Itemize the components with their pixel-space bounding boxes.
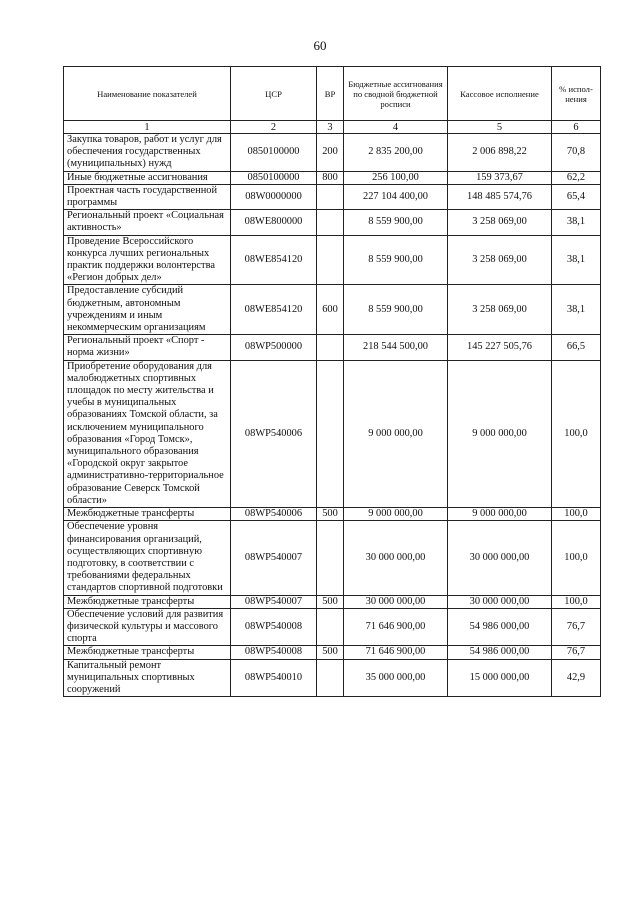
- row-cash-cell: 148 485 574,76: [448, 184, 552, 209]
- row-csr-cell: 08WP540007: [231, 521, 317, 595]
- row-budget-cell: 8 559 900,00: [344, 235, 448, 285]
- column-header-cash: Кассовое исполнение: [448, 67, 552, 121]
- row-budget-cell: 71 646 900,00: [344, 646, 448, 659]
- row-cash-cell: 54 986 000,00: [448, 608, 552, 646]
- row-csr-cell: 08WP540007: [231, 595, 317, 608]
- row-name-cell: Предоставление субсидий бюджетным, автономным учреждениям и иным некоммерческим организациям: [64, 285, 231, 335]
- row-budget-cell: 71 646 900,00: [344, 608, 448, 646]
- row-vr-cell: 500: [317, 595, 344, 608]
- column-number-row: [64, 121, 601, 134]
- row-name-cell: Межбюджетные трансферты: [64, 595, 231, 608]
- row-name-cell: Проектная часть государственной программы: [64, 184, 231, 209]
- row-csr-cell: 08WE854120: [231, 285, 317, 335]
- row-budget-cell: 9 000 000,00: [344, 360, 448, 507]
- row-percent-cell: 38,1: [552, 285, 601, 335]
- row-vr-cell: [317, 360, 344, 507]
- row-percent-cell: 66,5: [552, 335, 601, 360]
- column-number: 2: [231, 121, 317, 134]
- column-header-percent: % испол-нения: [552, 67, 601, 121]
- row-csr-cell: 08WE854120: [231, 235, 317, 285]
- row-vr-cell: [317, 521, 344, 595]
- table-row: [64, 134, 601, 172]
- row-name-cell: Закупка товаров, работ и услуг для обеспечения государственных (муниципальных) нужд: [64, 134, 231, 172]
- row-csr-cell: 08WP540006: [231, 360, 317, 507]
- row-name-cell: Региональный проект «Социальная активность»: [64, 210, 231, 235]
- table-row: [64, 210, 601, 235]
- table-row: [64, 285, 601, 335]
- row-cash-cell: 9 000 000,00: [448, 508, 552, 521]
- row-percent-cell: 65,4: [552, 184, 601, 209]
- row-cash-cell: 3 258 069,00: [448, 235, 552, 285]
- row-cash-cell: 15 000 000,00: [448, 659, 552, 697]
- row-name-cell: Проведение Всероссийского конкурса лучших региональных практик поддержки волонтерства «Регион добрых дел»: [64, 235, 231, 285]
- row-vr-cell: [317, 335, 344, 360]
- row-csr-cell: 08WP540006: [231, 508, 317, 521]
- row-percent-cell: 76,7: [552, 608, 601, 646]
- row-vr-cell: 500: [317, 646, 344, 659]
- row-cash-cell: 3 258 069,00: [448, 285, 552, 335]
- row-budget-cell: 218 544 500,00: [344, 335, 448, 360]
- row-budget-cell: 256 100,00: [344, 171, 448, 184]
- row-name-cell: Межбюджетные трансферты: [64, 646, 231, 659]
- row-csr-cell: 08W0000000: [231, 184, 317, 209]
- budget-execution-table: [63, 66, 601, 697]
- row-percent-cell: 70,8: [552, 134, 601, 172]
- row-cash-cell: 2 006 898,22: [448, 134, 552, 172]
- table-row: [64, 335, 601, 360]
- column-number: 5: [448, 121, 552, 134]
- row-name-cell: Межбюджетные трансферты: [64, 508, 231, 521]
- table-row: [64, 595, 601, 608]
- row-name-cell: Иные бюджетные ассигнования: [64, 171, 231, 184]
- row-cash-cell: 3 258 069,00: [448, 210, 552, 235]
- row-budget-cell: 2 835 200,00: [344, 134, 448, 172]
- row-cash-cell: 30 000 000,00: [448, 595, 552, 608]
- row-budget-cell: 8 559 900,00: [344, 210, 448, 235]
- row-vr-cell: 200: [317, 134, 344, 172]
- table-row: [64, 171, 601, 184]
- row-percent-cell: 100,0: [552, 508, 601, 521]
- row-name-cell: Обеспечение условий для развития физической культуры и массового спорта: [64, 608, 231, 646]
- row-name-cell: Приобретение оборудования для малобюджетных спортивных площадок по месту жительства и учебы в муниципальных образованиях Томской области, за исключением муниципального образования «Город Томск», муниципального образования «Городской округ закрытое административно-территориальное образование Северск Томской области»: [64, 360, 231, 507]
- column-header-vr: ВР: [317, 67, 344, 121]
- row-cash-cell: 159 373,67: [448, 171, 552, 184]
- table-row: [64, 646, 601, 659]
- row-budget-cell: 35 000 000,00: [344, 659, 448, 697]
- row-csr-cell: 08WP540008: [231, 608, 317, 646]
- row-budget-cell: 30 000 000,00: [344, 521, 448, 595]
- row-csr-cell: 0850100000: [231, 171, 317, 184]
- table-row: [64, 184, 601, 209]
- row-percent-cell: 100,0: [552, 595, 601, 608]
- table-header-row: [64, 67, 601, 121]
- row-percent-cell: 38,1: [552, 210, 601, 235]
- row-csr-cell: 08WE800000: [231, 210, 317, 235]
- table-row: [64, 521, 601, 595]
- page-number: 60: [313, 38, 327, 53]
- column-number: 3: [317, 121, 344, 134]
- row-percent-cell: 76,7: [552, 646, 601, 659]
- row-cash-cell: 30 000 000,00: [448, 521, 552, 595]
- row-csr-cell: 0850100000: [231, 134, 317, 172]
- row-csr-cell: 08WP500000: [231, 335, 317, 360]
- row-vr-cell: 800: [317, 171, 344, 184]
- column-number: 1: [64, 121, 231, 134]
- row-vr-cell: [317, 235, 344, 285]
- column-number: 6: [552, 121, 601, 134]
- row-budget-cell: 227 104 400,00: [344, 184, 448, 209]
- column-header-csr: ЦСР: [231, 67, 317, 121]
- table-row: [64, 608, 601, 646]
- table-row: [64, 360, 601, 507]
- column-number: 4: [344, 121, 448, 134]
- row-percent-cell: 38,1: [552, 235, 601, 285]
- row-vr-cell: [317, 184, 344, 209]
- table-row: [64, 659, 601, 697]
- column-header-name: Наименование показателей: [64, 67, 231, 121]
- row-name-cell: Обеспечение уровня финансирования организаций, осуществляющих спортивную подготовку, в соответствии с требованиями федеральных стандартов спортивной подготовки: [64, 521, 231, 595]
- row-budget-cell: 9 000 000,00: [344, 508, 448, 521]
- row-percent-cell: 62,2: [552, 171, 601, 184]
- row-vr-cell: 500: [317, 508, 344, 521]
- row-cash-cell: 9 000 000,00: [448, 360, 552, 507]
- row-vr-cell: 600: [317, 285, 344, 335]
- row-budget-cell: 30 000 000,00: [344, 595, 448, 608]
- row-percent-cell: 100,0: [552, 360, 601, 507]
- row-vr-cell: [317, 608, 344, 646]
- row-vr-cell: [317, 210, 344, 235]
- row-csr-cell: 08WP540008: [231, 646, 317, 659]
- row-cash-cell: 54 986 000,00: [448, 646, 552, 659]
- row-name-cell: Региональный проект «Спорт - норма жизни»: [64, 335, 231, 360]
- table-row: [64, 508, 601, 521]
- row-name-cell: Капитальный ремонт муниципальных спортивных сооружений: [64, 659, 231, 697]
- row-percent-cell: 42,9: [552, 659, 601, 697]
- row-budget-cell: 8 559 900,00: [344, 285, 448, 335]
- row-vr-cell: [317, 659, 344, 697]
- table-row: [64, 235, 601, 285]
- row-csr-cell: 08WP540010: [231, 659, 317, 697]
- column-header-budget: Бюджетные ассигнования по сводной бюджетной росписи: [344, 67, 448, 121]
- row-cash-cell: 145 227 505,76: [448, 335, 552, 360]
- row-percent-cell: 100,0: [552, 521, 601, 595]
